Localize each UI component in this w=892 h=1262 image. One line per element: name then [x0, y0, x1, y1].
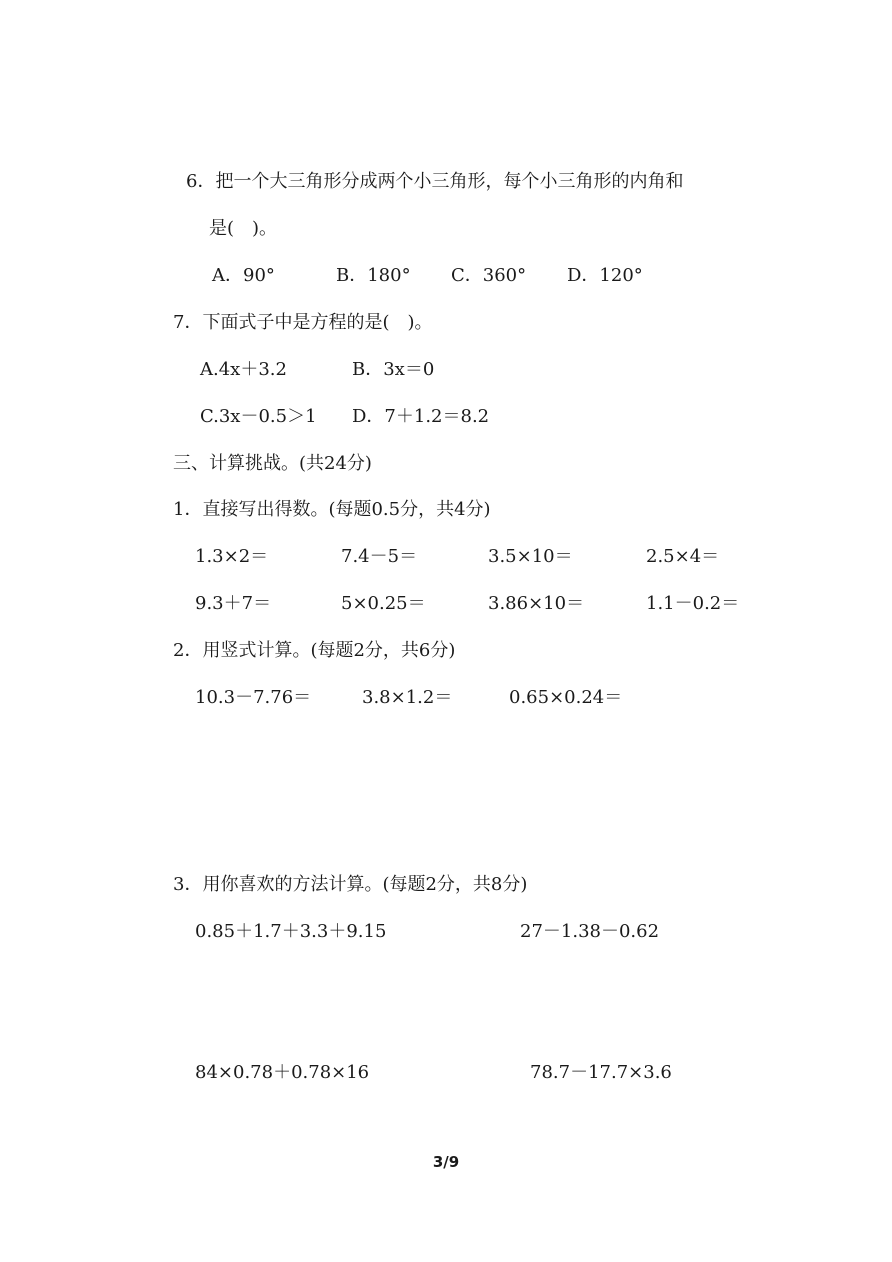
flexible-calc-item: 27－1.38－0.62: [520, 921, 660, 942]
question-6-option-c: C．360°: [451, 265, 527, 286]
question-7-option-b: B．3x＝0: [352, 359, 435, 380]
part-1-title: 1．直接写出得数。(每题0.5分，共4分): [173, 499, 491, 520]
mental-math-item: 3.5×10＝: [488, 546, 573, 567]
mental-math-item: 2.5×4＝: [646, 546, 720, 567]
vertical-calc-item: 0.65×0.24＝: [509, 687, 623, 708]
mental-math-item: 3.86×10＝: [488, 593, 585, 614]
part-2-title: 2．用竖式计算。(每题2分，共6分): [173, 640, 456, 661]
section-heading: 三、计算挑战。(共24分): [173, 453, 372, 474]
flexible-calc-item: 84×0.78＋0.78×16: [195, 1062, 370, 1083]
question-6-stem: 6．把一个大三角形分成两个小三角形，每个小三角形的内角和: [186, 171, 684, 192]
vertical-calc-item: 10.3－7.76＝: [195, 687, 312, 708]
vertical-calc-item: 3.8×1.2＝: [362, 687, 453, 708]
page-number: 3/9: [432, 1153, 460, 1171]
mental-math-item: 7.4－5＝: [341, 546, 418, 567]
mental-math-item: 9.3＋7＝: [195, 593, 272, 614]
question-7-option-c: C.3x－0.5＞1: [200, 406, 317, 427]
question-7-option-d: D．7＋1.2＝8.2: [352, 406, 490, 427]
flexible-calc-item: 0.85＋1.7＋3.3＋9.15: [195, 921, 387, 942]
mental-math-item: 1.1－0.2＝: [646, 593, 740, 614]
question-6-stem-continued: 是( )。: [209, 218, 278, 239]
question-7-stem: 7．下面式子中是方程的是( )。: [173, 312, 433, 333]
part-3-title: 3．用你喜欢的方法计算。(每题2分，共8分): [173, 874, 528, 895]
question-7-option-a: A.4x＋3.2: [200, 359, 287, 380]
mental-math-item: 1.3×2＝: [195, 546, 269, 567]
question-6-option-a: A．90°: [212, 265, 275, 286]
flexible-calc-item: 78.7－17.7×3.6: [530, 1062, 672, 1083]
mental-math-item: 5×0.25＝: [341, 593, 426, 614]
question-6-option-b: B．180°: [336, 265, 411, 286]
question-6-option-d: D．120°: [567, 265, 643, 286]
